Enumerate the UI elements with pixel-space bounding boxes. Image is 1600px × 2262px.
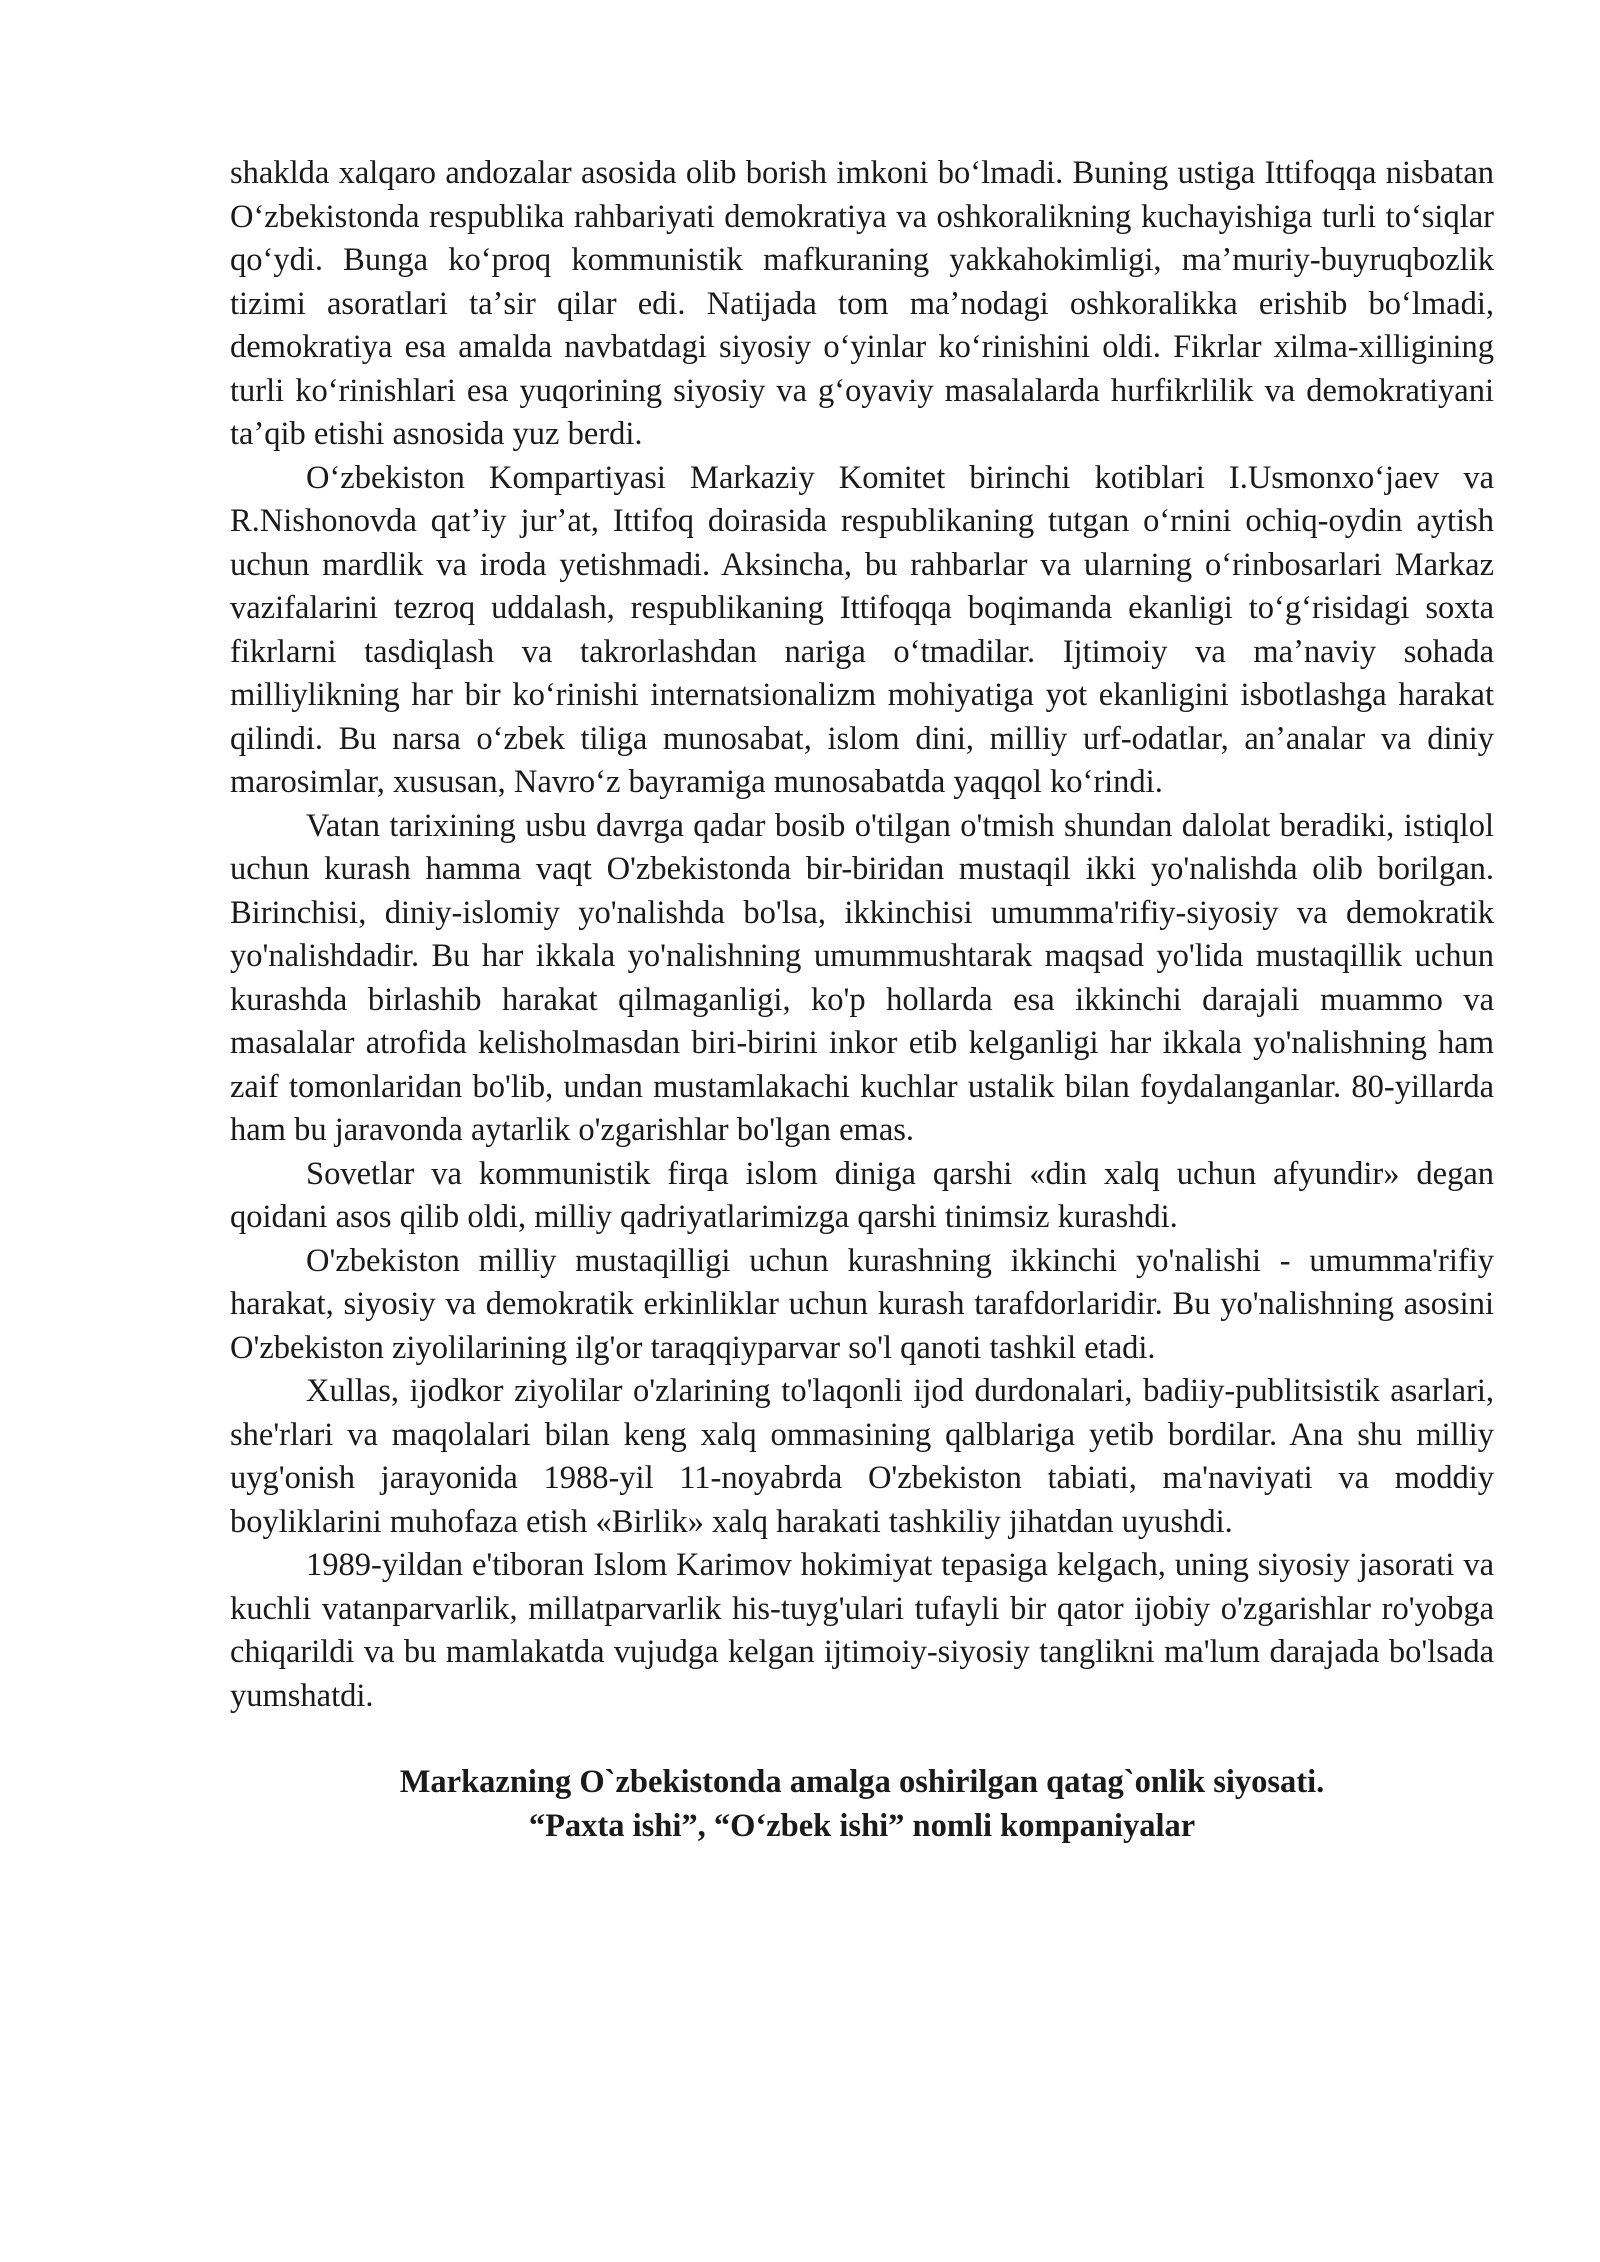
paragraph-4: Sovetlar va kommunistik firqa islom diniga qarshi «din xalq uchun afyundir» degan qoidani asos qilib oldi, milliy qadriyatlarimizga qarshi tinimsiz kurashdi. bbox=[230, 1155, 1494, 1235]
document-page bbox=[230, 152, 1494, 1848]
paragraph-5: O'zbekiston milliy mustaqilligi uchun kurashning ikkinchi yo'nalishi - umumma'rifiy harakat, siyosiy va demokratik erkinliklar uchun kurash tarafdorlaridir. Bu yo'nalishning asosini O'zbekiston ziyolilarining ilg'or taraqqiyparvar so'l qanoti tashkil etadi. bbox=[230, 1242, 1494, 1366]
paragraph-7: 1989-yildan e'tiboran Islom Karimov hokimiyat tepasiga kelgach, uning siyosiy jasorati va kuchli vatanparvarlik, millatparvarlik his-tuyg'ulari tufayli bir qator ijobiy o'zgarishlar ro'yobga chiqarildi va bu mamlakatda vujudga kelgan ijtimoiy-siyosiy tanglikni ma'lum darajada bo'lsada yumshatdi. bbox=[230, 1547, 1494, 1714]
section-heading-line-2: “Paxta ishi”, “Oʻzbek ishi” nomli kompaniyalar bbox=[528, 1807, 1196, 1844]
paragraph-2: Oʻzbekiston Kompartiyasi Markaziy Komitet birinchi kotiblari I.Usmonxoʻjaev va R.Nishonovda qatʼiy jurʼat, Ittifoq doirasida respublikaning tutgan oʻrnini ochiq-oydin aytish uchun mardlik va iroda yetishmadi. Aksincha, bu rahbarlar va ularning oʻrinbosarlari Markaz vazifalarini tezroq uddalash, respublikaning Ittifoqqa boqimanda ekanligi toʻgʻrisidagi soxta fikrlarni tasdiqlash va takrorlashdan nariga oʻtmadilar. Ijtimoiy va maʼnaviy sohada milliylikning har bir koʻrinishi internatsionalizm mohiyatiga yot ekanligini isbotlashga harakat qilindi. Bu narsa oʻzbek tiliga munosabat, islom dini, milliy urf-odatlar, anʼanalar va diniy marosimlar, xususan, Navroʻz bayramiga munosabatda yaqqol koʻrindi. bbox=[230, 459, 1494, 800]
paragraph-3: Vatan tarixining usbu davrga qadar bosib o'tilgan o'tmish shundan dalolat beradiki, istiqlol uchun kurash hamma vaqt O'zbekistonda bir-biridan mustaqil ikki yo'nalishda olib borilgan. Birinchisi, diniy-islomiy yo'nalishda bo'lsa, ikkinchisi umumma'rifiy-siyosiy va demokratik yo'nalishdadir. Bu har ikkala yo'nalishning umummushtarak maqsad yo'lida mustaqillik uchun kurashda birlashib harakat qilmaganligi, ko'p hollarda esa ikkinchi darajali muammo va masalalar atrofida kelisholmasdan biri-birini inkor etib kelganligi har ikkala yo'nalishning ham zaif tomonlaridan bo'lib, undan mustamlakachi kuchlar ustalik bilan foydalanganlar. 80-yillarda ham bu jaravonda aytarlik o'zgarishlar bo'lgan emas. bbox=[230, 807, 1494, 1148]
section-heading-line-1: Markazning O`zbekistonda amalga oshirilgan qatag`onlik siyosati. bbox=[399, 1764, 1325, 1800]
paragraph-6: Xullas, ijodkor ziyolilar o'zlarining to'laqonli ijod durdonalari, badiiy-publitsistik asarlari, she'rlari va maqolalari bilan keng xalq ommasining qalblariga yetib bordilar. Ana shu milliy uyg'onish jarayonida 1988-yil 11-noyabrda O'zbekiston tabiati, ma'naviyati va moddiy boyliklarini muhofaza etish «Birlik» xalq harakati tashkiliy jihatdan uyushdi. bbox=[230, 1373, 1494, 1540]
paragraph-1: shaklda xalqaro andozalar asosida olib borish imkoni boʻlmadi. Buning ustiga Ittifoqqa nisbatan Oʻzbekistonda respublika rahbariyati demokratiya va oshkoralikning kuchayishiga turli toʻsiqlar qoʻydi. Bunga koʻproq kommunistik mafkuraning yakkahokimligi, maʼmuriy-buyruqbozlik tizimi asoratlari taʼsir qilar edi. Natijada tom maʼnodagi oshkoralikka erishib boʻlmadi, demokratiya esa amalda navbatdagi siyosiy oʻyinlar koʻrinishini oldi. Fikrlar xilma-xilligining turli koʻrinishlari esa yuqorining siyosiy va gʻoyaviy masalalarda hurfikrlilik va demokratiyani taʼqib etishi asnosida yuz berdi. bbox=[230, 155, 1494, 452]
section-heading bbox=[230, 1761, 1494, 1848]
